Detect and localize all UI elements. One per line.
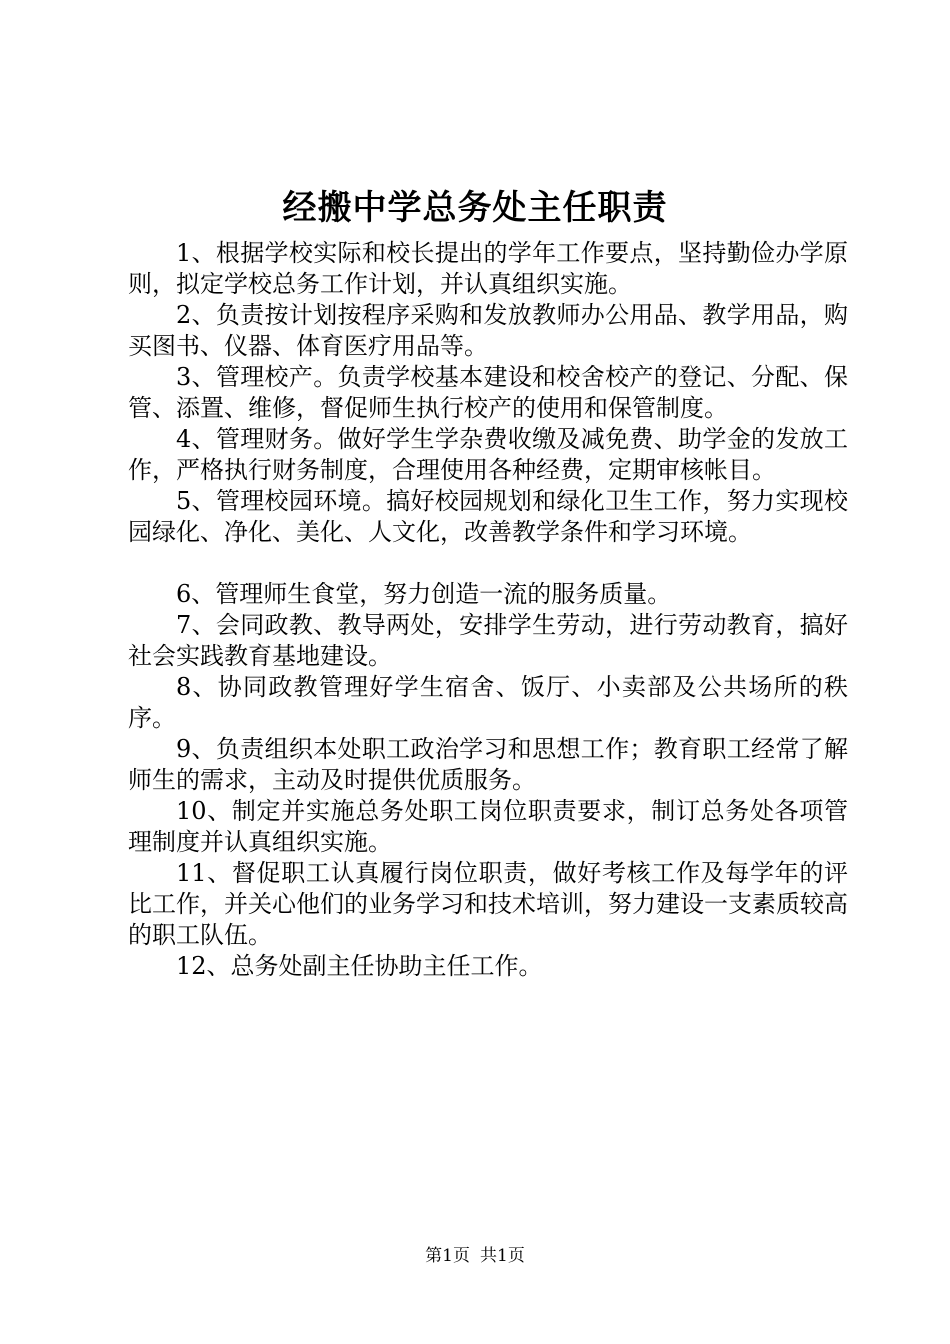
page-footer bbox=[0, 1244, 950, 1268]
paragraph-5: 5、管理校园环境。搞好校园规划和绿化卫生工作，努力实现校园绿化、净化、美化、人文化，改善教学条件和学习环境。 bbox=[128, 487, 848, 546]
paragraph-11: 11、督促职工认真履行岗位职责，做好考核工作及每学年的评比工作，并关心他们的业务学习和技术培训，努力建设一支素质较高的职工队伍。 bbox=[128, 859, 848, 949]
paragraph-6: 6、管理师生食堂，努力创造一流的服务质量。 bbox=[176, 580, 672, 608]
paragraph-3: 3、管理校产。负责学校基本建设和校舍校产的登记、分配、保管、添置、维修，督促师生执行校产的使用和保管制度。 bbox=[128, 363, 848, 422]
paragraph-2: 2、负责按计划按程序采购和发放教师办公用品、教学用品，购买图书、仪器、体育医疗用品等。 bbox=[128, 301, 848, 360]
page-total: 共1页 bbox=[480, 1246, 525, 1266]
paragraph-9: 9、负责组织本处职工政治学习和思想工作；教育职工经常了解师生的需求，主动及时提供优质服务。 bbox=[128, 735, 848, 794]
paragraph-8: 8、协同政教管理好学生宿舍、饭厅、小卖部及公共场所的秩序。 bbox=[128, 673, 848, 732]
page-number: 第1页 bbox=[425, 1246, 470, 1266]
paragraph-10: 10、制定并实施总务处职工岗位职责要求，制订总务处各项管理制度并认真组织实施。 bbox=[128, 797, 848, 856]
paragraph-4: 4、管理财务。做好学生学杂费收缴及减免费、助学金的发放工作，严格执行财务制度，合理使用各种经费，定期审核帐目。 bbox=[128, 425, 848, 484]
paragraph-7: 7、会同政教、教导两处，安排学生劳动，进行劳动教育，搞好社会实践教育基地建设。 bbox=[128, 611, 848, 670]
paragraph-1: 1、根据学校实际和校长提出的学年工作要点，坚持勤俭办学原则，拟定学校总务工作计划，并认真组织实施。 bbox=[128, 239, 848, 298]
paragraph-12: 12、总务处副主任协助主任工作。 bbox=[176, 952, 543, 980]
page-title: 经搬中学总务处主任职责 bbox=[282, 188, 668, 228]
document-body bbox=[128, 238, 848, 982]
